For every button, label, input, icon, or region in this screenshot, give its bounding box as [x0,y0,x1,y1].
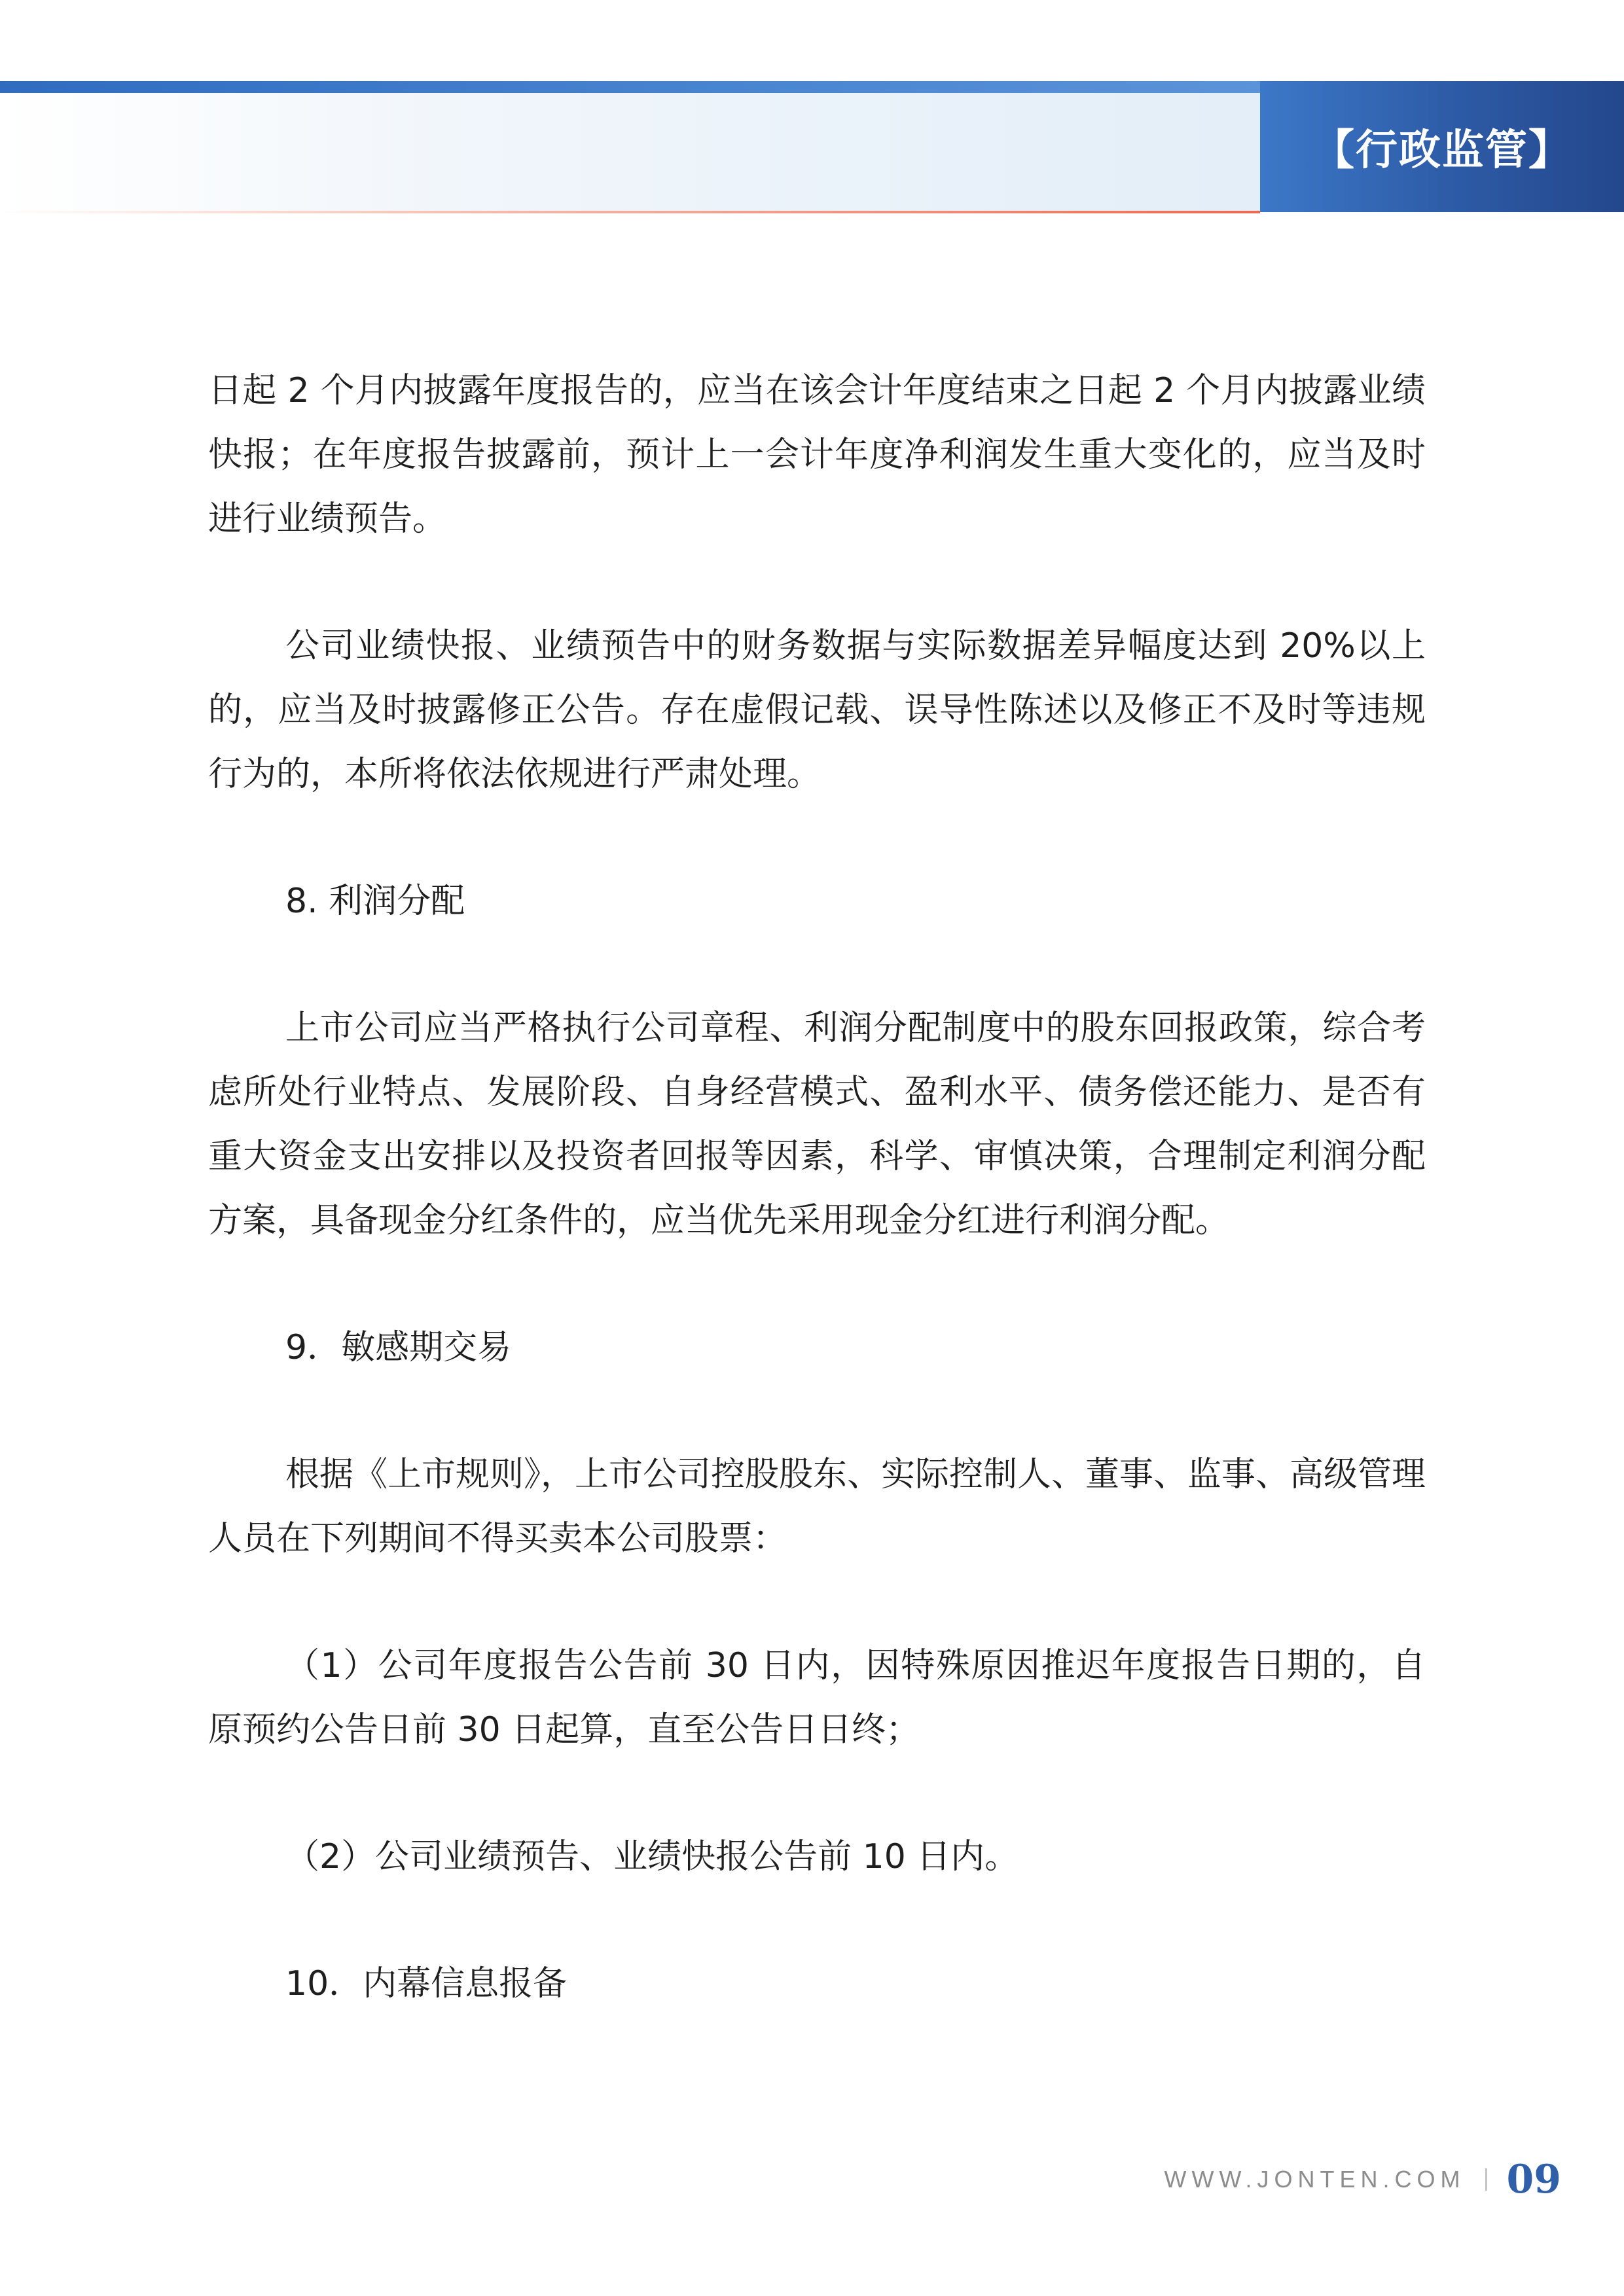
section-tag-label: 【行政监管】 [1312,126,1572,175]
paragraph-listing-rules: 根据《上市规则》，上市公司控股股东、实际控制人、董事、监事、高级管理人员在下列期间不得买卖本公司股票： [208,1455,1426,1558]
footer-divider [1485,2168,1487,2191]
list-item-forecast-period: （2）公司业绩预告、业绩快报公告前 10 日内。 [285,1837,1019,1876]
header-band [0,93,1260,211]
page-number: 09 [1506,2157,1561,2202]
heading-insider-info-filing: 10．内幕信息报备 [285,1964,568,2003]
section-tab [1260,81,1624,212]
list-item-annual-report-period: （1）公司年度报告公告前 30 日内，因特殊原因推迟年度报告日期的，自原预约公告日前 30 日起算，直至公告日日终； [208,1646,1426,1749]
paragraph-annual-report-disclosure: 日起 2 个月内披露年度报告的，应当在该会计年度结束之日起 2 个月内披露业绩快报；在年度报告披露前，预计上一会计年度净利润发生重大变化的，应当及时进行业绩预告。 [208,371,1426,539]
header-top-rule [0,81,1260,93]
footer-website: WWW.JONTEN.COM [1164,2166,1466,2193]
paragraph-profit-distribution: 上市公司应当严格执行公司章程、利润分配制度中的股东回报政策，综合考虑所处行业特点、发展阶段、自身经营模式、盈利水平、债务偿还能力、是否有重大资金支出安排以及投资者回报等因素，科学、审慎决策，合理制定利润分配方案，具备现金分红条件的，应当优先采用现金分红进行利润分配。 [208,1009,1426,1240]
document-body [208,359,1426,2079]
heading-sensitive-period-trading: 9．敏感期交易 [285,1328,512,1367]
page-footer [1164,2157,1561,2202]
header-underline [0,211,1260,213]
paragraph-forecast-correction: 公司业绩快报、业绩预告中的财务数据与实际数据差异幅度达到 20%以上的，应当及时披露修正公告。存在虚假记载、误导性陈述以及修正不及时等违规行为的，本所将依法依规进行严肃处理。 [208,626,1426,794]
heading-profit-distribution: 8. 利润分配 [285,882,465,921]
